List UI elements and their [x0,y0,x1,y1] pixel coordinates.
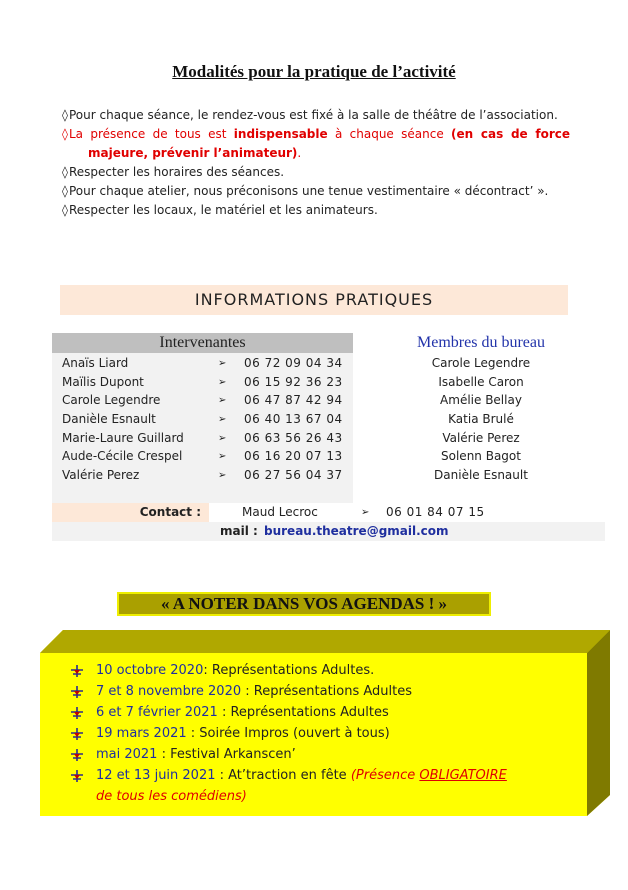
rule-item [62,201,570,220]
diamond-icon: ◊ [62,184,68,198]
pushpin-icon [70,665,84,677]
rule-text: Respecter les locaux, le matériel et les animateurs. [69,203,378,217]
intervenante-phone: 06 15 92 36 23 [244,375,343,389]
agenda-date: 12 et 13 juin 2021 [96,768,216,783]
intervenante-name: Valérie Perez [62,468,140,482]
intervenante-phone: 06 27 56 04 37 [244,468,343,482]
rule-text: . [297,146,302,160]
rule-item [62,106,570,125]
pushpin-icon [70,707,84,719]
intervenante-row [62,373,352,392]
intervenante-name: Aude-Cécile Crespel [62,449,183,463]
diamond-icon: ◊ [62,127,68,141]
contact-label-text: Contact : [139,505,201,519]
agenda-date: 10 octobre 2020 [96,663,204,678]
rule-emphasis: (en cas de force majeure, prévenir l’animateur) [88,127,570,160]
pushpin-icon [70,686,84,698]
intervenante-phone: 06 63 56 26 43 [244,431,343,445]
intervenante-phone: 06 72 09 04 34 [244,356,343,370]
intervenante-name: Maïlis Dupont [62,375,144,389]
agenda-item [70,702,600,723]
page-title: Modalités pour la pratique de l’activité [172,62,456,81]
mail-link[interactable]: bureau.theatre@gmail.com [264,524,449,538]
rule-text: Pour chaque atelier, nous préconisons une tenue vestimentaire « décontract’ ». [69,184,549,198]
pushpin-icon [70,749,84,761]
intervenantes-heading: Intervenantes [52,333,353,353]
agenda-date: 6 et 7 février 2021 [96,705,218,720]
info-pratiques-banner: INFORMATIONS PRATIQUES [60,285,568,315]
intervenante-row [62,466,352,485]
membre-name: Valérie Perez [442,431,520,445]
rule-item-presence [62,125,570,163]
contact-label [52,503,209,522]
membre-name: Amélie Bellay [440,393,522,407]
membre-name: Katia Brulé [448,412,514,426]
pushpin-icon [70,728,84,740]
intervenante-phone: 06 40 13 67 04 [244,412,343,426]
arrow-icon: ➢ [218,433,227,444]
rule-text: à chaque séance [327,127,452,141]
intervenante-row [62,354,352,373]
arrow-icon: ➢ [218,395,227,406]
membre-name: Danièle Esnault [434,468,528,482]
agenda-text: : At’traction en fête [215,768,351,783]
agenda-box-top-bevel [40,630,610,653]
agenda-item [70,681,600,702]
agenda-text: : Représentations Adultes. [203,663,375,678]
intervenante-name: Danièle Esnault [62,412,156,426]
agenda-item [70,660,600,681]
intervenante-phone: 06 16 20 07 13 [244,449,343,463]
intervenante-row [62,391,352,410]
pushpin-icon [70,770,84,782]
agenda-text: : Représentations Adultes [217,705,389,720]
agenda-item [70,723,600,744]
contact-name: Maud Lecroc [242,505,318,519]
rule-text: Respecter les horaires des séances. [69,165,285,179]
arrow-icon: ➢ [218,451,227,462]
agenda-text: : Festival Arkanscen’ [157,747,296,762]
intervenante-name: Marie-Laure Guillard [62,431,184,445]
agenda-date: 7 et 8 novembre 2020 [96,684,242,699]
agenda-note: (Présence [350,768,420,783]
agenda-text: : Soirée Impros (ouvert à tous) [186,726,390,741]
rule-text: La présence de tous est [69,127,234,141]
agenda-date: 19 mars 2021 [96,726,187,741]
contact-phone: 06 01 84 07 15 [386,505,485,519]
agenda-item [70,744,600,765]
agenda-banner: « A NOTER DANS VOS AGENDAS ! » [117,592,491,616]
arrow-icon: ➢ [218,358,227,369]
intervenante-name: Anaïs Liard [62,356,129,370]
agenda-item-continuation: de tous les comédiens) [96,789,247,804]
intervenante-row [62,429,352,448]
rule-text: Pour chaque séance, le rendez-vous est fixé à la salle de théâtre de l’association. [69,108,558,122]
membres-heading: Membres du bureau [417,334,545,351]
intervenante-row [62,447,352,466]
membre-name: Carole Legendre [431,356,531,370]
intervenante-phone: 06 47 87 42 94 [244,393,343,407]
arrow-icon: ➢ [218,414,227,425]
agenda-note-emphasis: OBLIGATOIRE [419,768,507,783]
arrow-icon: ➢ [218,470,227,481]
mail-label: mail : [220,524,258,538]
rule-item [62,163,570,182]
agenda-text: : Représentations Adultes [241,684,413,699]
rules-list [62,106,570,220]
diamond-icon: ◊ [62,165,68,179]
membre-name: Solenn Bagot [441,449,521,463]
rule-emphasis: indispensable [233,127,328,141]
intervenante-name: Carole Legendre [62,393,161,407]
intervenante-row [62,410,352,429]
arrow-icon: ➢ [218,377,227,388]
agenda-list [70,660,600,807]
rule-item [62,182,570,201]
diamond-icon: ◊ [62,203,68,217]
membre-name: Isabelle Caron [438,375,524,389]
agenda-date: mai 2021 [96,747,158,762]
agenda-item [70,765,600,786]
arrow-icon: ➢ [361,507,370,518]
mail-row [52,522,605,541]
diamond-icon: ◊ [62,108,68,122]
